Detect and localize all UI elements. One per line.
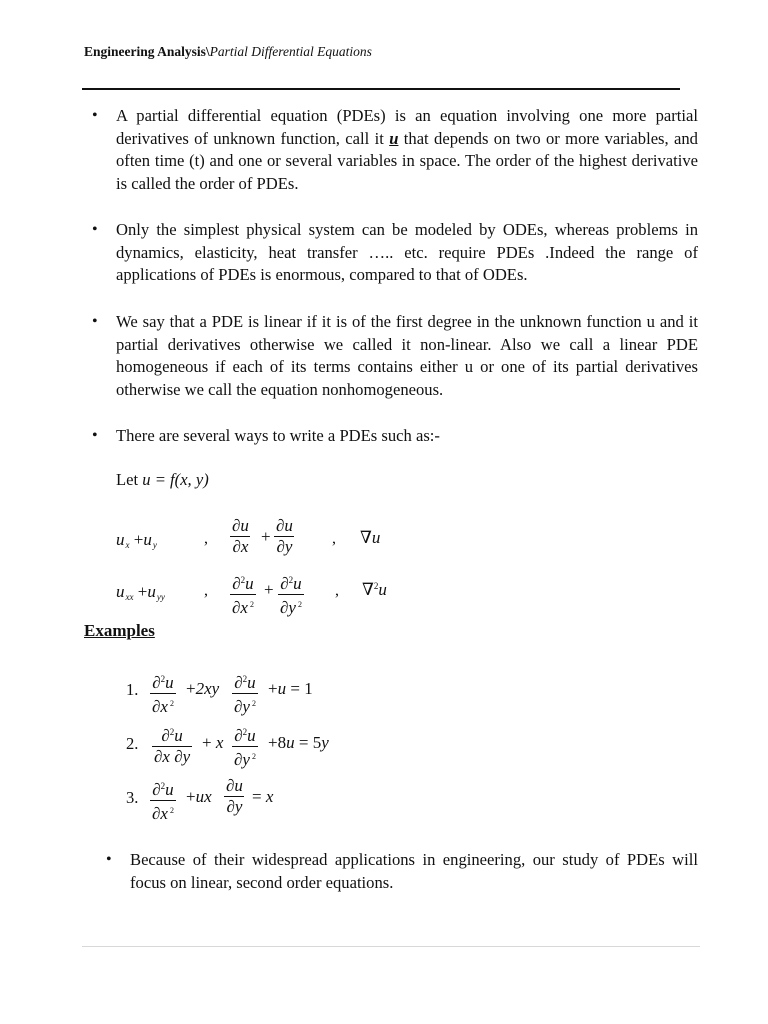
bullet-linear-pde <box>116 311 698 401</box>
header-rule <box>82 88 680 90</box>
fraction-d2u-dx2: $\frac{\partial^2u}{\partial x ^2}$ <box>152 673 174 716</box>
fraction-d2u-dxdy: $\frac{\partial^2u}{\partial x \partial y}$ <box>154 726 191 766</box>
fraction-d2u-dx2: $\frac{\partial^2u}{\partial x ^2}$ <box>232 574 254 617</box>
notation-subscript-second: $u_{xx} +u_{yy}$ <box>116 582 165 602</box>
fraction-d2u-dy2: $\frac{\partial^2u}{\partial y ^2}$ <box>234 673 256 716</box>
fraction-du-dy: $\frac{\partial u}{\partial y}$ <box>276 516 293 556</box>
bullet-text: A partial differential equation (PDEs) is an equation involving one more partial derivatives of unknown function, call it <box>116 106 698 148</box>
example-number: 3. <box>126 788 139 807</box>
page-header <box>84 44 372 60</box>
fraction-du-dy: $\frac{\partial u}{\partial y}$ <box>226 776 243 816</box>
separator: , <box>335 582 339 599</box>
footer-rule <box>82 946 700 947</box>
laplacian-u: ∇$^2$u <box>362 580 387 599</box>
notation-subscript-first: $u_x +u_y$ <box>116 530 157 550</box>
bullet-text: Because of their widespread applications in engineering, our study of PDEs will focus on linear, second order equations. <box>130 850 698 892</box>
bullet-odes-vs-pdes <box>116 219 698 287</box>
bullet-text: We say that a PDE is linear if it is of the first degree in the unknown function u and it partial derivatives otherwise we called it non-linear. Also we call a linear PDE homogeneous if each of its terms contains either u or one of its partial derivatives otherwise we call the equation nonhomogeneous. <box>116 312 698 399</box>
term-plus-u-equals-1: +u = 1 <box>268 679 313 698</box>
bullet-text: Only the simplest physical system can be modeled by ODEs, whereas problems in dynamics, elasticity, heat transfer ….. etc. require PDEs .Indeed the range of applications of PDEs is enormous, compared to that of ODEs. <box>116 220 698 284</box>
examples-heading: Examples <box>84 621 155 640</box>
fraction-d2u-dy2: $\frac{\partial^2u}{\partial y ^2}$ <box>280 574 302 617</box>
let-label: Let <box>116 470 143 489</box>
variable-u: u <box>389 128 399 148</box>
term-2xy: +2xy <box>186 679 220 698</box>
fraction-du-dx: $\frac{\partial u}{\partial x}$ <box>232 516 249 556</box>
bullet-text: There are several ways to write a PDEs such as:- <box>116 426 440 445</box>
term-equals-x: = x <box>252 787 274 806</box>
term-x: + x <box>202 733 224 752</box>
bullet-study-focus <box>130 849 698 894</box>
separator: , <box>332 530 336 547</box>
fraction-d2u-dy2: $\frac{\partial^2u}{\partial y ^2}$ <box>234 726 256 769</box>
example-number: 1. <box>126 680 139 699</box>
separator: , <box>204 530 208 547</box>
bullet-text: that depends on two or more variables, and often time (t) and one or several variables in space. The order of the highest derivative is called the order of PDEs. <box>116 128 698 193</box>
fraction-d2u-dx2: $\frac{\partial^2u}{\partial x ^2}$ <box>152 780 174 823</box>
let-expression: u = f(x, y) <box>142 470 209 489</box>
let-statement <box>116 470 209 490</box>
gradient-u: ∇u <box>360 528 381 547</box>
separator: , <box>204 582 208 599</box>
bullet-pde-definition <box>116 105 698 195</box>
header-course: Engineering Analysis\ <box>84 44 210 59</box>
plus-sign: + <box>261 527 271 546</box>
example-number: 2. <box>126 734 139 753</box>
plus-sign: + <box>264 580 274 599</box>
term-ux: +ux <box>186 787 212 806</box>
term-8u-equals-5y: +8u = 5y <box>268 733 329 752</box>
header-topic: Partial Differential Equations <box>209 44 372 59</box>
bullet-ways-to-write <box>116 425 698 448</box>
